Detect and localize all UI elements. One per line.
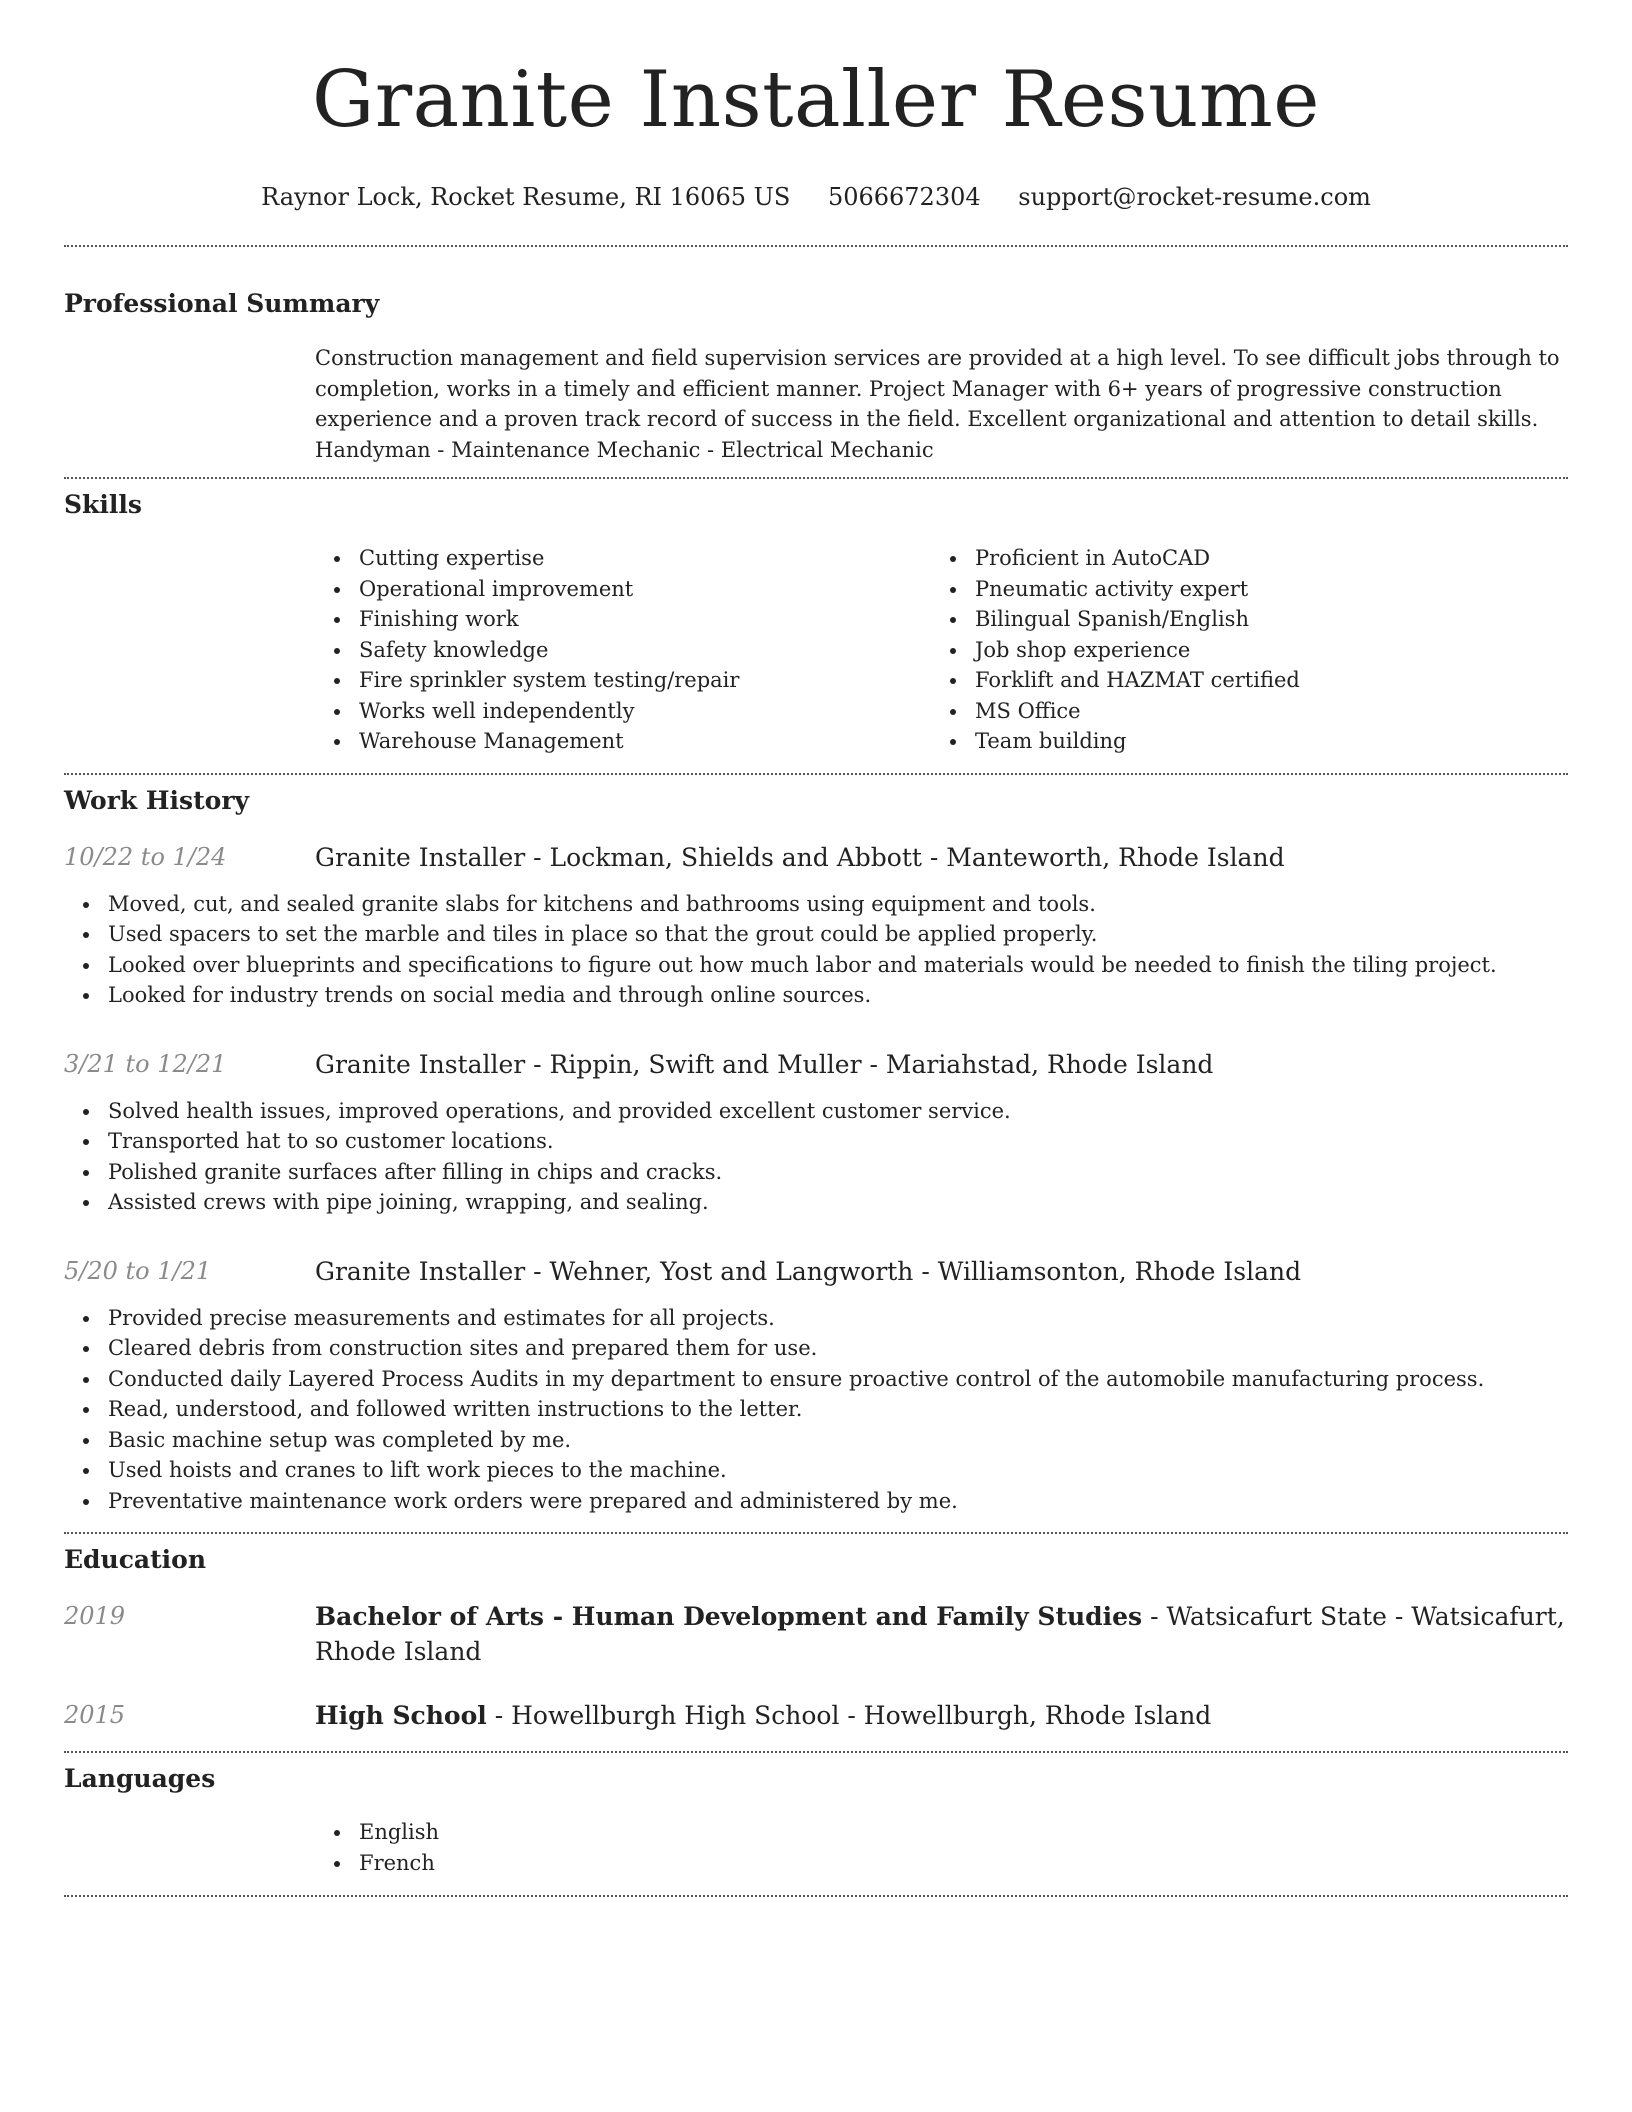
language-item: French	[315, 1848, 1568, 1879]
skill-item: Safety knowledge	[315, 635, 931, 666]
skill-item: Proficient in AutoCAD	[931, 543, 1300, 574]
skills-heading: Skills	[64, 490, 142, 519]
job-dates: 5/20 to 1/21	[64, 1256, 212, 1285]
education-details: - Howellburgh High School - Howellburgh, Rhode Island	[486, 1701, 1212, 1730]
job-dates: 10/22 to 1/24	[64, 842, 227, 871]
education-degree: High School	[315, 1701, 487, 1730]
skill-item: Forklift and HAZMAT certified	[931, 665, 1300, 696]
languages-section	[315, 1817, 1568, 1878]
divider	[64, 245, 1568, 247]
divider	[64, 1895, 1568, 1897]
skill-item: Warehouse Management	[315, 726, 931, 757]
education-degree: Bachelor of Arts - Human Development and Family Studies	[315, 1602, 1143, 1631]
job-bullet: Used hoists and cranes to lift work pieces to the machine.	[64, 1455, 1568, 1486]
job-bullet: Moved, cut, and sealed granite slabs for kitchens and bathrooms using equipment and tools.	[64, 889, 1568, 920]
skill-item: Pneumatic activity expert	[931, 574, 1300, 605]
contact-phone: 5066672304	[827, 183, 981, 211]
job-bullet: Assisted crews with pipe joining, wrapping, and sealing.	[64, 1187, 1568, 1218]
divider	[64, 1751, 1568, 1753]
skill-item: Job shop experience	[931, 635, 1300, 666]
education-entry	[64, 1698, 1568, 1733]
summary-text: Construction management and field supervision services are provided at a high level. To see difficult jobs through to completion, works in a timely and efficient manner. Project Manager with 6+ years of progressive construction experience and a proven track record of success in the field. Excellent organizational and attention to detail skills. Handyman - Maintenance Mechanic - Electrical Mechanic	[315, 346, 1560, 462]
education-year: 2015	[64, 1701, 126, 1729]
summary-heading: Professional Summary	[64, 289, 380, 318]
job-entry	[64, 1047, 1568, 1218]
resume-title: Granite Installer Resume	[312, 55, 1320, 145]
skills-column-2	[931, 543, 1300, 757]
job-bullet: Looked over blueprints and specifications to figure out how much labor and materials would be needed to finish the tiling project.	[64, 950, 1568, 981]
skill-item: Finishing work	[315, 604, 931, 635]
summary-section	[315, 343, 1568, 465]
job-entry	[64, 1254, 1568, 1517]
skill-item: Bilingual Spanish/English	[931, 604, 1300, 635]
skills-column-1	[315, 543, 931, 757]
education-title	[315, 1698, 1568, 1733]
divider	[64, 477, 1568, 479]
skill-item: Operational improvement	[315, 574, 931, 605]
education-entry	[64, 1599, 1568, 1669]
skills-section	[315, 543, 1568, 757]
contact-line	[64, 182, 1568, 212]
education-title	[315, 1599, 1568, 1669]
job-bullet: Provided precise measurements and estimates for all projects.	[64, 1303, 1568, 1334]
languages-heading: Languages	[64, 1764, 216, 1793]
job-title: Granite Installer - Rippin, Swift and Muller - Mariahstad, Rhode Island	[315, 1049, 1214, 1079]
job-bullets	[64, 1303, 1568, 1517]
job-bullet: Cleared debris from construction sites and prepared them for use.	[64, 1333, 1568, 1364]
skill-item: Works well independently	[315, 696, 931, 727]
job-title: Granite Installer - Wehner, Yost and Langworth - Williamsonton, Rhode Island	[315, 1256, 1302, 1286]
work-history-heading: Work History	[64, 785, 250, 815]
job-bullet: Conducted daily Layered Process Audits in my department to ensure proactive control of the automobile manufacturing process.	[64, 1364, 1568, 1395]
contact-address: Raynor Lock, Rocket Resume, RI 16065 US	[261, 183, 791, 211]
job-bullets	[64, 1096, 1568, 1218]
languages-list	[315, 1817, 1568, 1878]
job-bullet: Read, understood, and followed written instructions to the letter.	[64, 1394, 1568, 1425]
job-bullet: Transported hat to so customer locations.	[64, 1126, 1568, 1157]
job-bullets	[64, 889, 1568, 1011]
education-year: 2019	[64, 1602, 126, 1630]
skill-item: Fire sprinkler system testing/repair	[315, 665, 931, 696]
divider	[64, 1532, 1568, 1534]
job-bullet: Preventative maintenance work orders were prepared and administered by me.	[64, 1486, 1568, 1517]
job-title: Granite Installer - Lockman, Shields and Abbott - Manteworth, Rhode Island	[315, 842, 1285, 872]
job-bullet: Solved health issues, improved operations, and provided excellent customer service.	[64, 1096, 1568, 1127]
job-bullet: Basic machine setup was completed by me.	[64, 1425, 1568, 1456]
education-heading: Education	[64, 1545, 207, 1574]
job-bullet: Used spacers to set the marble and tiles in place so that the grout could be applied properly.	[64, 919, 1568, 950]
job-entry	[64, 840, 1568, 1011]
contact-email: support@rocket-resume.com	[1018, 183, 1371, 211]
skill-item: Team building	[931, 726, 1300, 757]
job-bullet: Polished granite surfaces after filling in chips and cracks.	[64, 1157, 1568, 1188]
skill-item: Cutting expertise	[315, 543, 931, 574]
language-item: English	[315, 1817, 1568, 1848]
divider	[64, 773, 1568, 775]
job-bullet: Looked for industry trends on social media and through online sources.	[64, 980, 1568, 1011]
education-details: - Watsicafurt State - Watsicafurt, Rhode Island	[315, 1602, 1565, 1666]
job-dates: 3/21 to 12/21	[64, 1049, 227, 1078]
skill-item: MS Office	[931, 696, 1300, 727]
